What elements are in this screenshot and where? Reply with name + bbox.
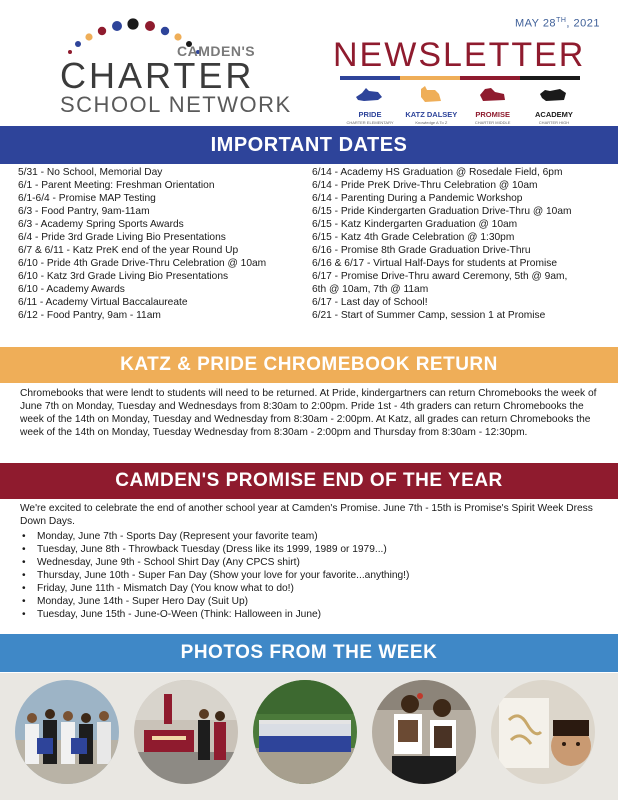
list-item: • Monday, June 7th - Sports Day (Represent your favorite team) bbox=[20, 530, 600, 543]
spirit-week-list bbox=[20, 530, 600, 621]
pride-name: PRIDE bbox=[358, 110, 382, 119]
date-item: 6/10 - Pride 4th Grade Drive-Thru Celebration @ 10am bbox=[18, 258, 267, 269]
list-item: • Tuesday, June 15th - June-O-Ween (Think: Halloween in June) bbox=[20, 608, 600, 621]
dates-list-right bbox=[312, 166, 612, 322]
academy-sub: CHARTER HIGH bbox=[538, 120, 570, 125]
date-item: 6/4 - Pride 3rd Grade Living Bio Presentations bbox=[18, 232, 226, 243]
dates-list-left bbox=[18, 166, 308, 322]
date-item: 6/3 - Academy Spring Sports Awards bbox=[18, 219, 184, 230]
katz-logo bbox=[403, 85, 459, 125]
promise-name: PROMISE bbox=[475, 110, 510, 119]
photo-group-outdoors[interactable] bbox=[253, 680, 357, 784]
date-item: 6/15 - Katz Kindergarten Graduation @ 10am bbox=[312, 219, 518, 230]
academy-logo bbox=[526, 85, 582, 125]
katz-name: KATZ DALSEY bbox=[405, 110, 458, 119]
date-item: 5/31 - No School, Memorial Day bbox=[18, 167, 163, 178]
katz-sub: Knowledge A To Z bbox=[415, 120, 448, 125]
date-item: 6/16 - Promise 8th Grade Graduation Drive-Thru bbox=[312, 245, 531, 256]
list-item: • Friday, June 11th - Mismatch Day (You know what to do!) bbox=[20, 582, 600, 595]
date-item: 6/1 - Parent Meeting: Freshman Orientation bbox=[18, 180, 215, 191]
list-item: • Thursday, June 10th - Super Fan Day (Show your love for your favorite...anything!) bbox=[20, 569, 600, 582]
date-item: 6/14 - Parenting During a Pandemic Workshop bbox=[312, 193, 523, 204]
list-item: • Wednesday, June 9th - School Shirt Day (Any CPCS shirt) bbox=[20, 556, 600, 569]
cat-icon bbox=[415, 85, 445, 105]
photo-child-drawing[interactable] bbox=[491, 680, 595, 784]
date-item: 6/21 - Start of Summer Camp, session 1 at Promise bbox=[312, 310, 546, 321]
school-logos bbox=[342, 84, 582, 125]
date-item: 6/14 - Academy HS Graduation @ Rosedale Field, 6pm bbox=[312, 167, 563, 178]
photo-image-icon bbox=[253, 680, 357, 784]
list-item: • Monday, June 14th - Super Hero Day (Suit Up) bbox=[20, 595, 600, 608]
logo-charter: CHARTER bbox=[60, 55, 255, 96]
lion-icon bbox=[477, 85, 507, 105]
panther-icon bbox=[538, 85, 568, 105]
date-item: 6/16 & 6/17 - Virtual Half-Days for students at Promise bbox=[312, 258, 557, 269]
promise-intro: We're excited to celebrate the end of another school year at Camden's Promise. June 7th - 15th is Promise's Spirit Week Dress Down Days. bbox=[20, 503, 593, 527]
photo-image-icon bbox=[134, 680, 238, 784]
date-item: 6/15 - Pride Kindergarten Graduation Drive-Thru @ 10am bbox=[312, 206, 572, 217]
photo-students-posters[interactable] bbox=[372, 680, 476, 784]
date-item: 6/15 - Katz 4th Grade Celebration @ 1:30pm bbox=[312, 232, 515, 243]
date-item: 6th @ 10am, 7th @ 11am bbox=[312, 284, 429, 295]
logo-camdens: CAMDEN'S bbox=[177, 43, 256, 59]
promise-header: CAMDEN'S PROMISE END OF THE YEAR bbox=[0, 463, 618, 499]
date-item: 6/11 - Academy Virtual Baccalaureate bbox=[18, 297, 188, 308]
list-item: • Tuesday, June 8th - Throwback Tuesday (Dress like its 1999, 1989 or 1979...) bbox=[20, 543, 600, 556]
date-item: 6/3 - Food Pantry, 9am-11am bbox=[18, 206, 150, 217]
photo-image-icon bbox=[372, 680, 476, 784]
title-color-bar bbox=[340, 76, 580, 80]
chromebook-header: KATZ & PRIDE CHROMEBOOK RETURN bbox=[0, 347, 618, 383]
date-item: 6/17 - Last day of School! bbox=[312, 297, 428, 308]
date-item: 6/7 & 6/11 - Katz PreK end of the year Round Up bbox=[18, 245, 239, 256]
date-item: 6/10 - Katz 3rd Grade Living Bio Presentations bbox=[18, 271, 229, 282]
promise-logo bbox=[465, 85, 521, 125]
date-item: 6/17 - Promise Drive-Thru award Ceremony, 5th @ 9am, bbox=[312, 271, 568, 282]
promise-sub: CHARTER MIDDLE bbox=[474, 120, 511, 125]
photo-image-icon bbox=[491, 680, 595, 784]
logo-school-network: SCHOOL NETWORK bbox=[60, 92, 292, 117]
date-item: 6/10 - Academy Awards bbox=[18, 284, 125, 295]
photo-parade-banner[interactable] bbox=[134, 680, 238, 784]
date-item: 6/1-6/4 - Promise MAP Testing bbox=[18, 193, 156, 204]
date-item: 6/12 - Food Pantry, 9am - 11am bbox=[18, 310, 161, 321]
pride-sub: CHARTER ELEMENTARY bbox=[346, 120, 394, 125]
photo-image-icon bbox=[15, 680, 119, 784]
important-dates-header: IMPORTANT DATES bbox=[0, 126, 618, 164]
newsletter-date: MAY 28TH, 2021 bbox=[514, 17, 600, 30]
pride-logo bbox=[342, 85, 398, 125]
photo-students-banners[interactable] bbox=[15, 680, 119, 784]
chromebook-text: Chromebooks that were lendt to students will need to be returned. At Pride, kindergartners can return Chromebooks the week of June 7th on Monday, Tuesday and Wednesdays from 8:30am to 2:00pm. Pride 1st - 4th graders can return Chromebooks the week of the 14th on Monday, Tuesday and Wednesday from 8:30am - 2:00pm. At Katz, all grades can return Chromebooks the week of the 14th on Monday, Tuesday Wednesday from 8:30am - 2:00pm and Thursday from 8:30am - 12:30pm. bbox=[20, 388, 597, 438]
photos-header: PHOTOS FROM THE WEEK bbox=[0, 634, 618, 672]
newsletter-title: NEWSLETTER bbox=[333, 36, 586, 74]
newsletter-header bbox=[0, 0, 618, 124]
dog-icon bbox=[354, 85, 384, 105]
academy-name: ACADEMY bbox=[535, 110, 573, 119]
date-item: 6/14 - Pride PreK Drive-Thru Celebration @ 10am bbox=[312, 180, 538, 191]
